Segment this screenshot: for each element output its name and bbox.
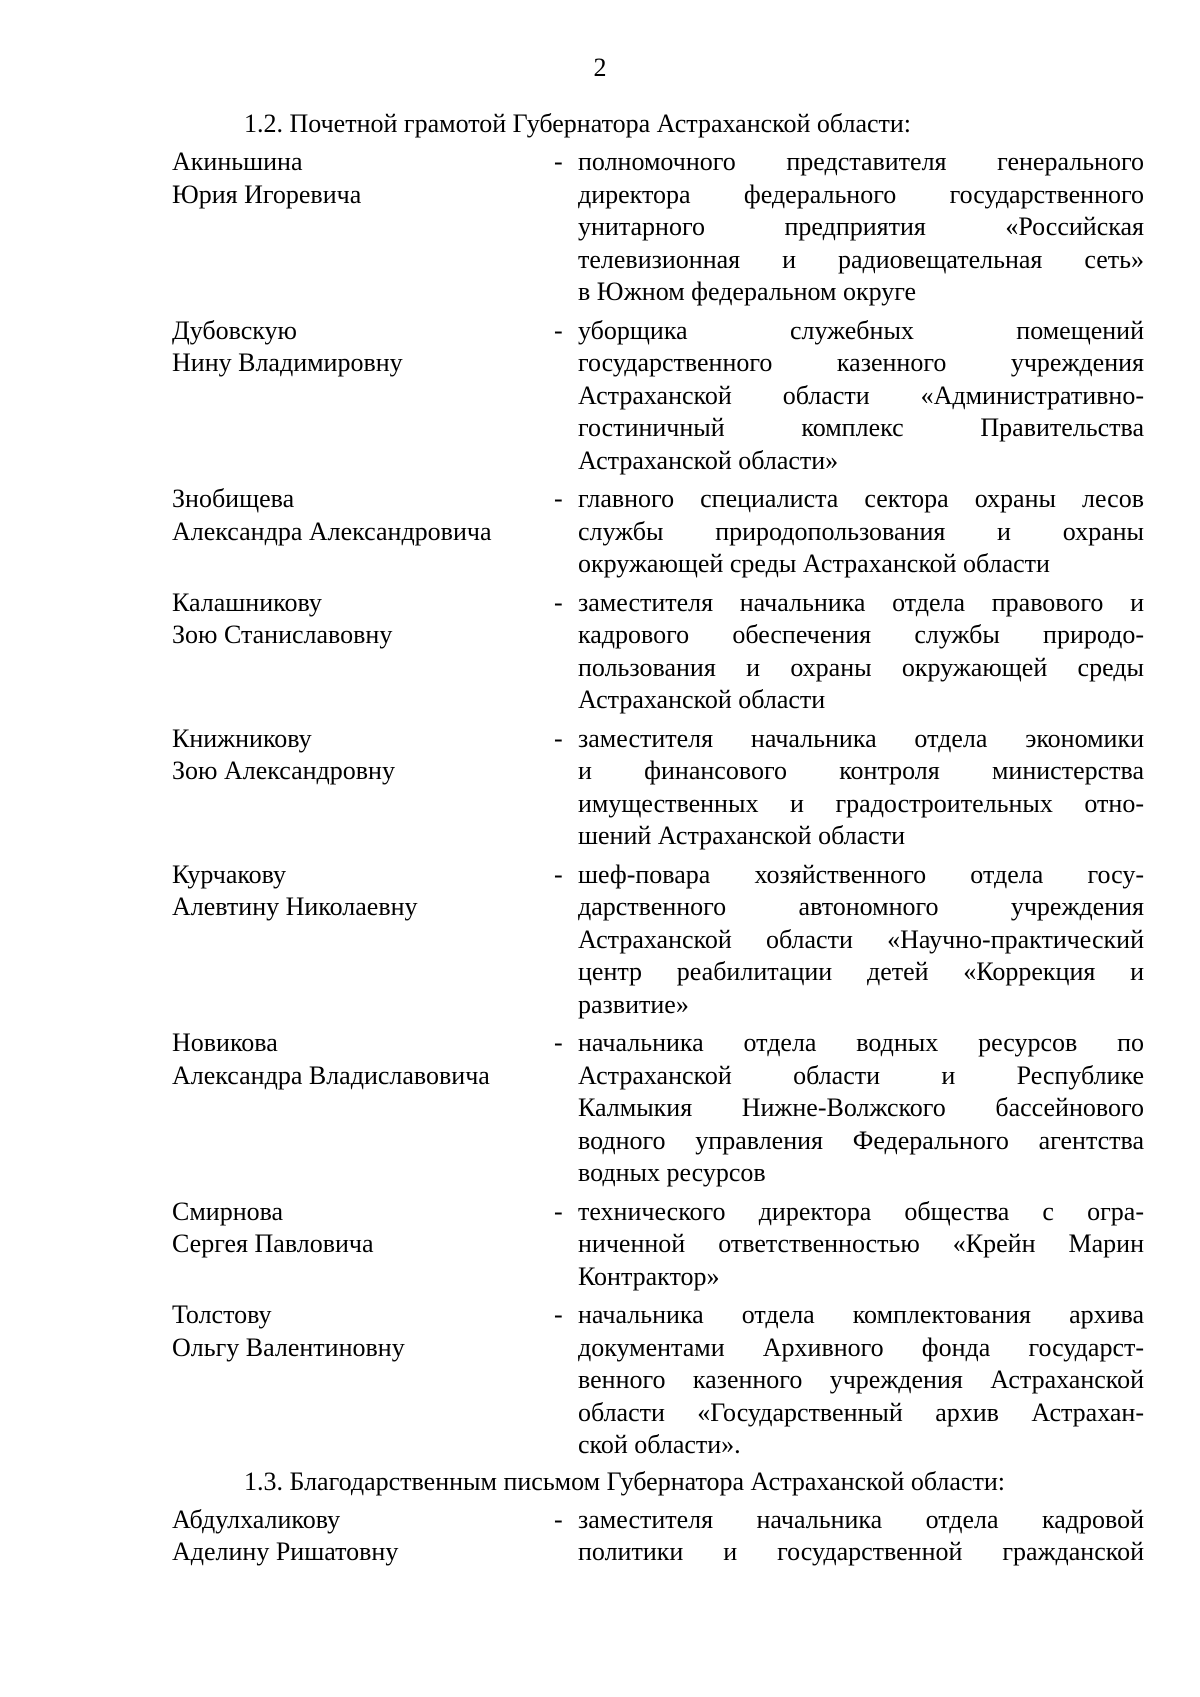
position-line: главного специалиста сектора охраны лесов <box>578 484 1144 513</box>
awardee-position <box>578 587 1144 717</box>
awardee-name-line: Зою Станиславовну <box>172 620 393 649</box>
awardee-name-line: Калашникову <box>172 587 322 617</box>
position-line: развитие» <box>578 989 689 1019</box>
awardee-entry <box>172 1299 1144 1462</box>
awardee-position <box>578 1196 1144 1294</box>
position-line: Астраханской области и Республике <box>578 1060 1144 1090</box>
position-line: Контрактор» <box>578 1261 720 1291</box>
position-line: шеф-повара хозяйственного отдела госу- <box>578 859 1144 889</box>
awardee-name-line: Юрия Игоревича <box>172 179 362 209</box>
position-line: водного управления Федерального агентства <box>578 1125 1144 1155</box>
position-line: телевизионная и радиовещательная сеть» <box>578 244 1144 274</box>
position-line: документами Архивного фонда государст- <box>578 1332 1144 1362</box>
section-heading: 1.3. Благодарственным письмом Губернатора Астраханской области: <box>244 1466 1005 1496</box>
awardee-name-line: Новикова <box>172 1028 278 1057</box>
awardee-position <box>578 1504 1144 1569</box>
awardee-position <box>578 859 1144 1022</box>
awardee-entry <box>172 1027 1144 1190</box>
awardee-name-line: Смирнова <box>172 1196 284 1226</box>
awardee-name <box>172 483 552 548</box>
awardee-name <box>172 859 552 924</box>
position-line: Калмыкия Нижне-Волжского бассейнового <box>578 1093 1144 1122</box>
awardee-entry <box>172 859 1144 1022</box>
awardee-name-line: Толстову <box>172 1300 272 1329</box>
position-line: ской области». <box>578 1430 741 1459</box>
entry-dash: - <box>554 1300 563 1329</box>
awardee-name <box>172 315 552 380</box>
awardee-name-line: Александра Александровича <box>172 516 492 546</box>
awardee-entry <box>172 483 1144 581</box>
awardee-name <box>172 1299 552 1364</box>
document-body <box>172 108 1144 1569</box>
position-line: гостиничный комплекс Правительства <box>578 413 1144 442</box>
awardee-entry <box>172 1196 1144 1294</box>
entry-dash: - <box>554 1028 563 1057</box>
entry-dash: - <box>554 859 563 889</box>
page-number: 2 <box>593 53 607 82</box>
position-line: дарственного автономного учреждения <box>578 892 1144 921</box>
awardee-position <box>578 1027 1144 1190</box>
position-line: кадрового обеспечения службы природо- <box>578 620 1144 649</box>
awardee-name-line: Абдулхаликову <box>172 1504 341 1534</box>
position-line: полномочного представителя генерального <box>578 147 1144 176</box>
position-line: технического директора общества с огра- <box>578 1196 1144 1226</box>
entry-dash: - <box>554 1196 563 1226</box>
awardee-name-line: Дубовскую <box>172 315 297 345</box>
awardee-entry <box>172 1504 1144 1569</box>
awardee-name-line: Ольгу Валентиновну <box>172 1332 405 1362</box>
awardee-position <box>578 1299 1144 1462</box>
awardee-position <box>578 315 1144 478</box>
position-line: службы природопользования и охраны <box>578 516 1144 546</box>
position-line: директора федерального государственного <box>578 179 1144 209</box>
position-line: заместителя начальника отдела кадровой <box>578 1504 1144 1534</box>
awardee-name-line: Нину Владимировну <box>172 348 403 377</box>
position-line: шений Астраханской области <box>578 821 905 850</box>
awardee-entry <box>172 587 1144 717</box>
awardee-position <box>578 483 1144 581</box>
position-line: заместителя начальника отдела правового и <box>578 587 1144 617</box>
awardee-name-line: Акиньшина <box>172 147 303 176</box>
position-line: ниченной ответственностью «Крейн Марин <box>578 1229 1144 1258</box>
position-line: водных ресурсов <box>578 1158 766 1187</box>
position-line: центр реабилитации детей «Коррекция и <box>578 957 1144 986</box>
position-line: и финансового контроля министерства <box>578 756 1144 785</box>
award-section <box>172 1466 1144 1569</box>
awardee-name <box>172 587 552 652</box>
position-line: имущественных и градостроительных отно- <box>578 788 1144 818</box>
awardee-position <box>578 146 1144 309</box>
entry-dash: - <box>554 147 563 176</box>
position-line: Астраханской области» <box>578 445 839 475</box>
award-section <box>172 108 1144 1462</box>
position-line: области «Государственный архив Астрахан- <box>578 1397 1144 1427</box>
entry-dash: - <box>554 484 563 513</box>
awardee-entry <box>172 723 1144 853</box>
position-line: унитарного предприятия «Российская <box>578 212 1144 241</box>
awardee-name <box>172 1196 552 1261</box>
position-line: государственного казенного учреждения <box>578 348 1144 377</box>
entry-dash: - <box>554 315 563 345</box>
position-line: в Южном федеральном округе <box>578 277 917 306</box>
awardee-entry <box>172 315 1144 478</box>
entry-dash: - <box>554 587 563 617</box>
awardee-name-line: Александра Владиславовича <box>172 1060 490 1090</box>
section-heading: 1.2. Почетной грамотой Губернатора Астраханской области: <box>244 109 912 138</box>
awardee-name-line: Курчакову <box>172 859 287 889</box>
awardee-name-line: Зою Александровну <box>172 756 395 785</box>
position-line: начальника отдела водных ресурсов по <box>578 1028 1144 1057</box>
position-line: Астраханской области <box>578 685 826 714</box>
awardee-name <box>172 1504 552 1569</box>
position-line: Астраханской области «Административно- <box>578 380 1144 410</box>
awardee-entry <box>172 146 1144 309</box>
position-line: венного казенного учреждения Астраханской <box>578 1365 1144 1394</box>
awardee-name <box>172 146 552 211</box>
position-line: пользования и охраны окружающей среды <box>578 652 1144 682</box>
position-line: заместителя начальника отдела экономики <box>578 723 1144 753</box>
awardee-name-line: Аделину Ришатовну <box>172 1537 399 1566</box>
position-line: окружающей среды Астраханской области <box>578 549 1050 578</box>
entry-dash: - <box>554 1504 563 1534</box>
entry-dash: - <box>554 723 563 753</box>
awardee-position <box>578 723 1144 853</box>
position-line: начальника отдела комплектования архива <box>578 1300 1144 1329</box>
awardee-name-line: Знобищева <box>172 484 295 513</box>
awardee-name-line: Книжникову <box>172 723 312 753</box>
awardee-name-line: Алевтину Николаевну <box>172 892 418 921</box>
position-line: Астраханской области «Научно-практический <box>578 924 1144 954</box>
position-line: уборщика служебных помещений <box>578 315 1144 345</box>
awardee-name-line: Сергея Павловича <box>172 1229 374 1258</box>
position-line: политики и государственной гражданской <box>578 1537 1144 1566</box>
awardee-name <box>172 723 552 788</box>
awardee-name <box>172 1027 552 1092</box>
